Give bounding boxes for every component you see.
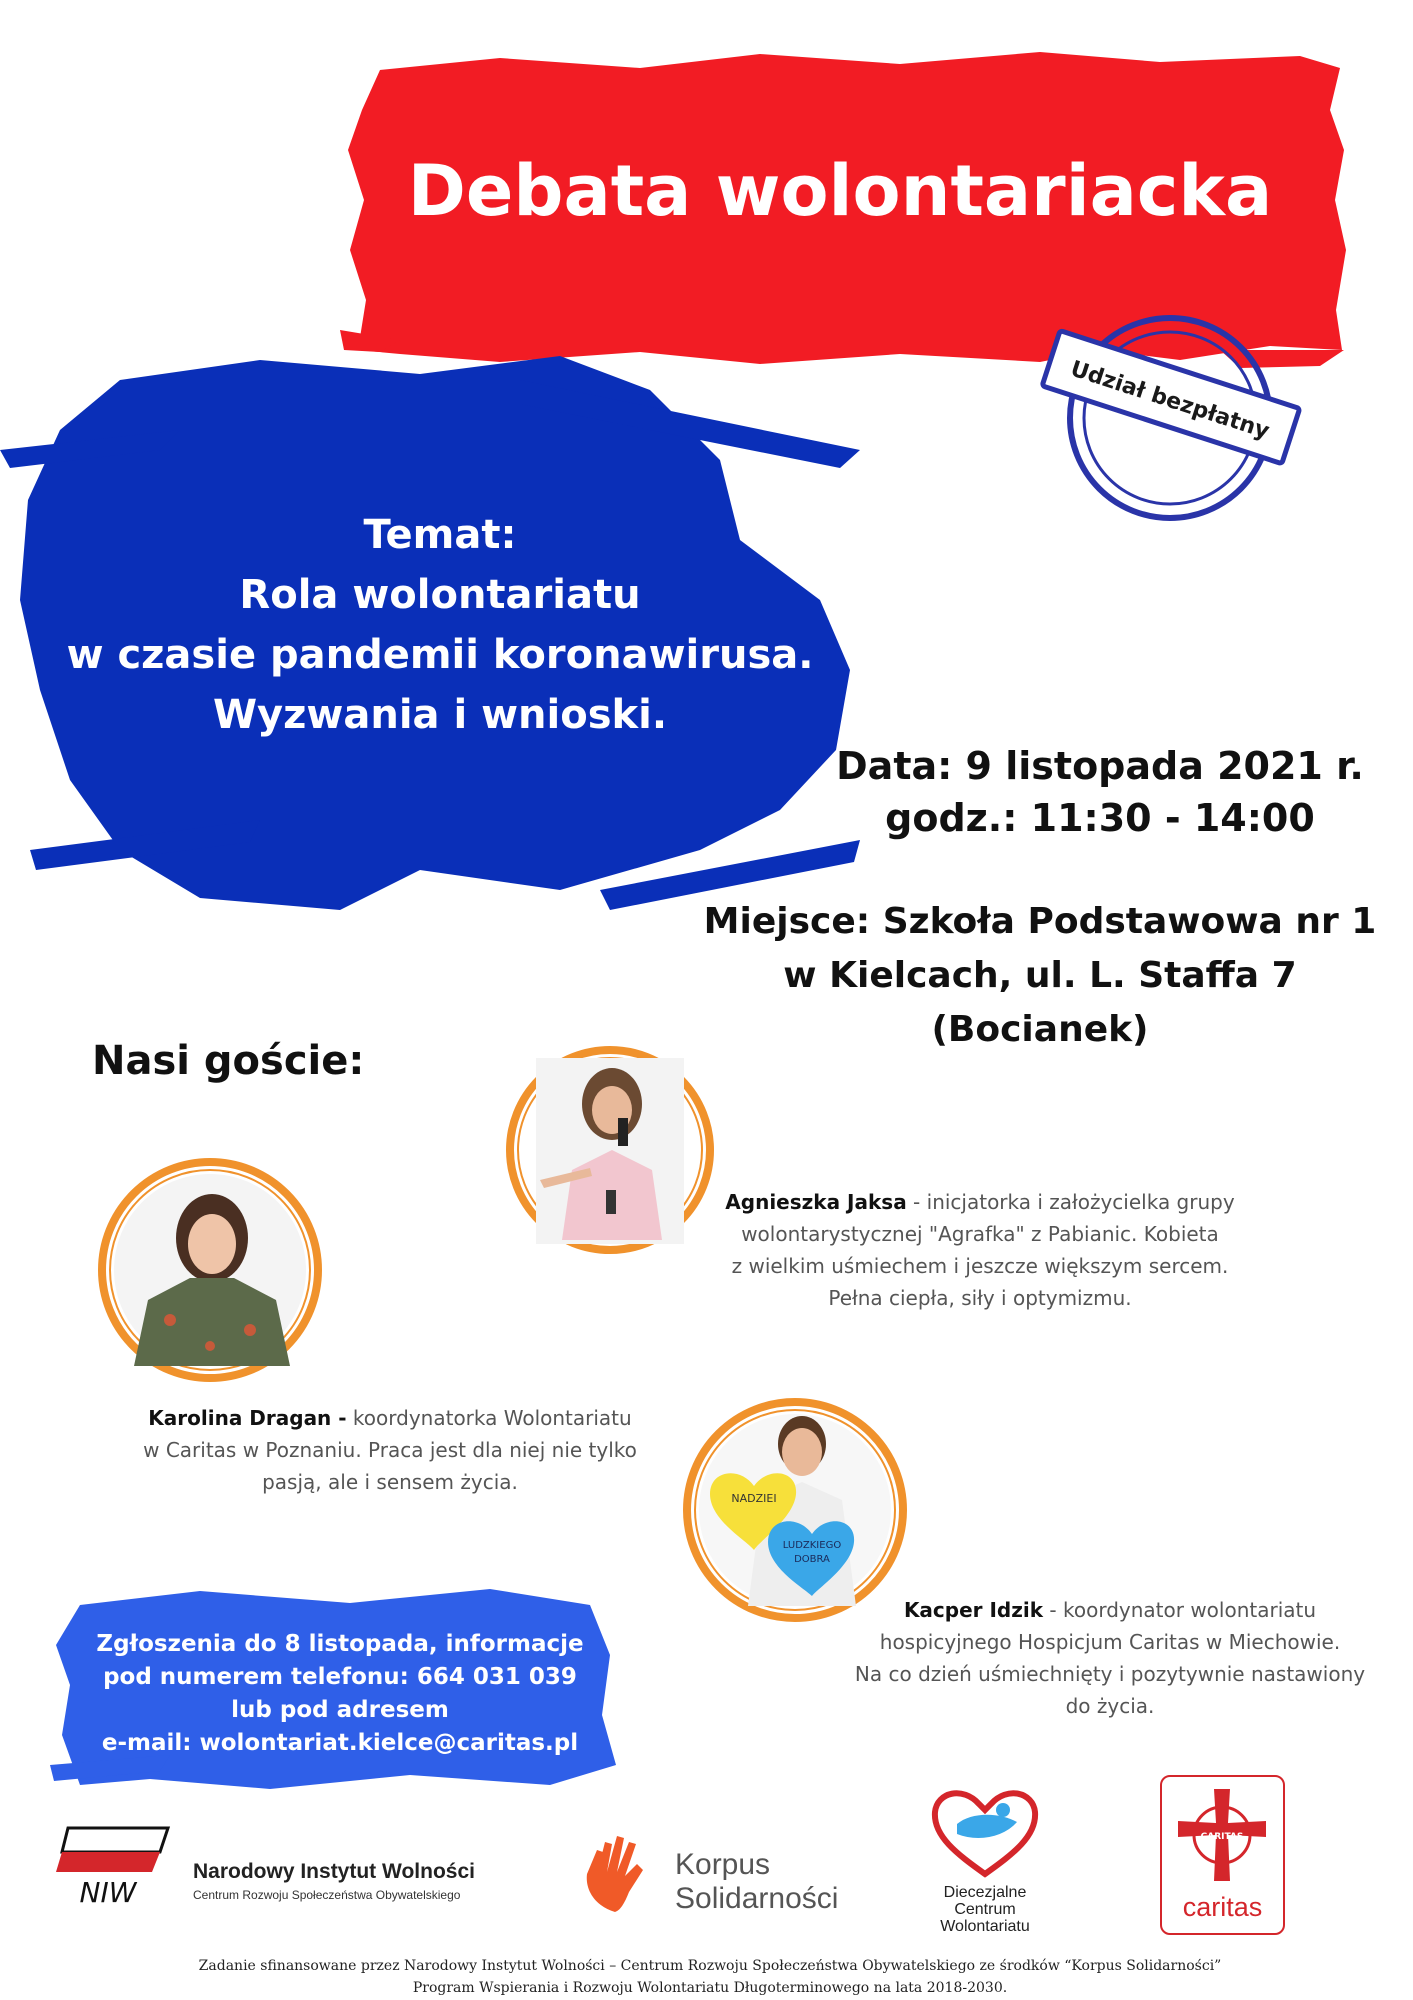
balloon-text: DOBRA	[794, 1554, 830, 1565]
event-place-line: w Kielcach, ul. L. Staffa 7 (Bocianek)	[783, 955, 1297, 1050]
dcw-line: Centrum	[954, 1901, 1016, 1918]
caritas-ring-text: CARITAS	[1200, 1832, 1244, 1842]
korpus-line: Solidarności	[675, 1882, 839, 1915]
heart-icon	[927, 1782, 1043, 1882]
topic-label: Temat:	[363, 512, 517, 558]
hand-icon	[575, 1820, 665, 1920]
guest-desc-line: Na co dzień uśmiechnięty i pozytywnie nastawiony	[854, 1662, 1366, 1686]
niw-name: Narodowy Instytut Wolności	[193, 1860, 475, 1883]
topic-block	[40, 505, 840, 745]
funding-line: Program Wspierania i Rozwoju Wolontariatu Długoterminowego na lata 2018-2030.	[412, 1980, 1008, 1996]
niw-subtitle: Centrum Rozwoju Społeczeństwa Obywatelskiego	[193, 1888, 461, 1902]
korpus-line: Korpus	[675, 1848, 771, 1881]
event-time: godz.: 11:30 - 14:00	[885, 796, 1315, 840]
guest-desc-karolina	[130, 1402, 650, 1498]
free-participation-stamp	[1030, 300, 1310, 530]
topic-line: Rola wolontariatu	[239, 572, 641, 618]
guest-desc-line: wolontarystycznej "Agrafka" z Pabianic. Kobieta	[741, 1222, 1219, 1246]
niw-mark: NIW	[79, 1876, 137, 1909]
korpus-logo	[575, 1820, 845, 1920]
balloon-text: LUDZKIEGO	[782, 1540, 842, 1551]
contact-phone[interactable]: pod numerem telefonu: 664 031 039	[103, 1664, 577, 1690]
guest-photo-karolina	[90, 1150, 330, 1390]
guest-desc-line: koordynatorka Wolontariatu	[346, 1406, 632, 1430]
balloon-text: NADZIEI	[731, 1492, 777, 1505]
guest-name: Kacper Idzik	[903, 1598, 1044, 1622]
guest-photo-agnieszka	[500, 1040, 720, 1260]
event-title: Debata wolontariacka	[407, 150, 1273, 232]
event-place-line: Miejsce: Szkoła Podstawowa nr 1	[703, 901, 1377, 942]
niw-flag-icon	[48, 1822, 178, 1912]
caritas-cross-icon	[1170, 1783, 1275, 1888]
guest-desc-line: w Caritas w Poznaniu. Praca jest dla niej nie tylko	[143, 1438, 637, 1462]
guest-desc-line: Pełna ciepła, siły i optymizmu.	[828, 1286, 1132, 1310]
guest-desc-kacper	[850, 1594, 1370, 1722]
guest-desc-line: pasją, ale i sensem życia.	[262, 1470, 518, 1494]
contact-email[interactable]: e-mail: wolontariat.kielce@caritas.pl	[101, 1730, 579, 1756]
caritas-logo	[1160, 1775, 1285, 1935]
funding-note	[60, 1955, 1360, 1999]
guests-heading: Nasi goście:	[92, 1038, 365, 1084]
guest-desc-line: - inicjatorka i założycielka grupy	[906, 1190, 1235, 1214]
guest-desc-agnieszka	[700, 1186, 1260, 1314]
caritas-name: caritas	[1182, 1892, 1263, 1922]
guest-name: Karolina Dragan -	[148, 1406, 347, 1430]
guest-name: Agnieszka Jaksa	[725, 1190, 907, 1214]
event-date: Data: 9 listopada 2021 r.	[836, 744, 1364, 788]
contact-line: lub pod adresem	[231, 1697, 449, 1723]
guest-desc-line: - koordynator wolontariatu	[1043, 1598, 1317, 1622]
topic-line: w czasie pandemii koronawirusa.	[66, 632, 814, 678]
place-block	[690, 895, 1390, 1057]
dcw-logo	[915, 1782, 1055, 1942]
date-time-block	[820, 740, 1380, 844]
dcw-line: Wolontariatu	[940, 1918, 1030, 1935]
dcw-line: Diecezjalne	[943, 1884, 1027, 1901]
stamp-label: Udział bezpłatny	[1067, 356, 1273, 445]
funding-line: Zadanie sfinansowane przez Narodowy Instytut Wolności – Centrum Rozwoju Społeczeństwa Obywatelskiego ze środków “Korpus Solidarności”	[198, 1958, 1222, 1974]
guest-desc-line: z wielkim uśmiechem i jeszcze większym sercem.	[731, 1254, 1229, 1278]
contact-line: Zgłoszenia do 8 listopada, informacje	[96, 1631, 584, 1657]
niw-logo	[48, 1822, 508, 1922]
guest-desc-line: do życia.	[1065, 1694, 1155, 1718]
contact-block	[60, 1628, 620, 1760]
topic-line: Wyzwania i wnioski.	[212, 692, 668, 738]
guest-desc-line: hospicyjnego Hospicjum Caritas w Miechowie.	[879, 1630, 1341, 1654]
